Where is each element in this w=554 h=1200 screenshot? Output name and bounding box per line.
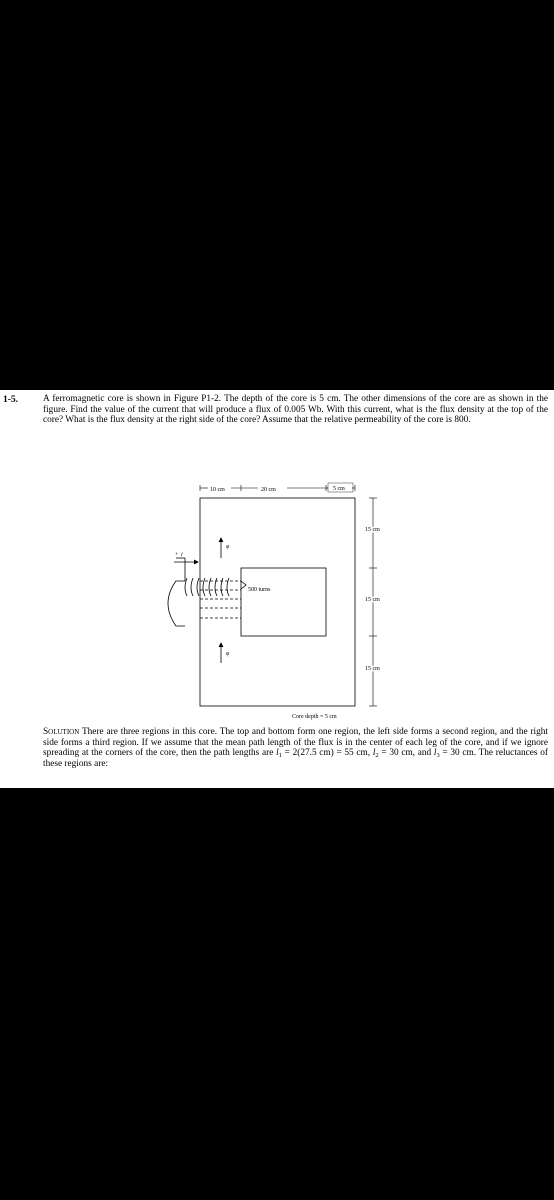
- core-depth-label: Core depth = 5 cm: [292, 714, 337, 720]
- core-figure: [140, 478, 390, 728]
- l2-subscript: 2: [375, 752, 379, 760]
- dim-bottom-side-label: 15 cm: [365, 666, 380, 672]
- l2-value: = 30 cm, and: [378, 748, 434, 759]
- solution-paragraph: [43, 727, 548, 770]
- core-outer: [200, 498, 355, 706]
- document-page: [0, 390, 554, 788]
- solution-heading: Solution: [43, 727, 80, 737]
- dim-mid-side-label: 15 cm: [365, 597, 380, 603]
- l1-value: = 2(27.5 cm) = 55 cm,: [281, 748, 373, 759]
- dim-left-label: 10 cm: [210, 487, 225, 493]
- plus-sign: +: [175, 552, 179, 558]
- dim-right-label: 5 cm: [333, 486, 345, 492]
- flux-label-lower: φ: [226, 651, 230, 657]
- solution-text: There are three regions in this core. The top and bottom form one region, the left side forms a second region, and the right side forms a third region. If we assume that the mean path length of the flux is in the center of each leg of the core, and if we ignore spreading at the corners of the core, then the path lengths are: [43, 727, 549, 759]
- l3-value: = 30 cm. The reluctances of these regions are:: [43, 748, 548, 770]
- flux-label-upper: φ: [226, 544, 230, 550]
- l1-symbol: l: [276, 748, 279, 759]
- dim-middle-label: 20 cm: [261, 487, 276, 493]
- problem-number: 1-5.: [3, 395, 19, 405]
- l3-subscript: 3: [436, 752, 440, 760]
- l3-symbol: l: [433, 748, 437, 759]
- dim-top-side-label: 15 cm: [365, 527, 380, 533]
- turns-label: 500 turns: [248, 587, 271, 593]
- current-label: i: [181, 552, 183, 558]
- core-window: [241, 568, 326, 636]
- coil: [168, 538, 246, 663]
- l1-subscript: 1: [278, 752, 282, 760]
- problem-statement: A ferromagnetic core is shown in Figure P1-2. The depth of the core is 5 cm. The other dimensions of the core are as shown in the figure. Find the value of the current that will produce a flux of 0.005 Wb. With this current, what is the flux density at the top of the core? What is the flux density at the right side of the core? Assume that the relative permeability of the core is 800.: [43, 394, 548, 426]
- l2-symbol: l: [372, 748, 376, 759]
